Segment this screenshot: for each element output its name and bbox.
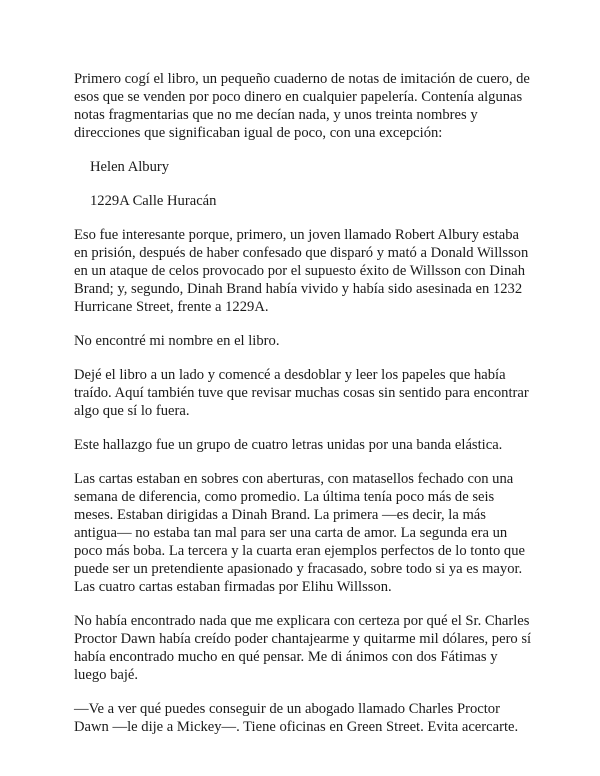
paragraph-5: Este hallazgo fue un grupo de cuatro letras unidas por una banda elástica.	[74, 437, 503, 453]
paragraph-6: Las cartas estaban en sobres con aberturas, con matasellos fechado con una semana de diferencia, como promedio. La última tenía poco más de seis meses. Estaban dirigidas a Dinah Brand. La primera —es decir, la más antigua— no estaba tan mal para ser una carta de amor. La segunda era un poco más boba. La tercera y la cuarta eran ejemplos perfectos de lo tonto que puede ser un pretendiente apasionado y fracasado, sobre todo si ya es mayor. Las cuatro cartas estaban firmadas por Elihu Willsson.	[74, 471, 525, 595]
paragraph-8: —Ve a ver qué puedes conseguir de un abogado llamado Charles Proctor Dawn —le dije a Mickey—. Tiene oficinas en Green Street. Evita acercarte.	[74, 701, 519, 735]
paragraph-1: Primero cogí el libro, un pequeño cuaderno de notas de imitación de cuero, de esos que se venden por poco dinero en cualquier papelería. Contenía algunas notas fragmentarias que no me decían nada, y unos treinta nombres y direcciones que significaban igual de poco, con una excepción:	[74, 71, 530, 141]
document-page	[74, 70, 532, 752]
paragraph-4: Dejé el libro a un lado y comencé a desdoblar y leer los papeles que había traído. Aquí también tuve que revisar muchas cosas sin sentido para encontrar algo que sí lo fuera.	[74, 367, 529, 419]
paragraph-7: No había encontrado nada que me explicara con certeza por qué el Sr. Charles Proctor Dawn había creído poder chantajearme y quitarme mil dólares, pero sí había encontrado mucho en qué pensar. Me di ánimos con dos Fátimas y luego bajé.	[74, 613, 532, 683]
address-entry: 1229A Calle Huracán	[90, 193, 217, 209]
paragraph-2: Eso fue interesante porque, primero, un joven llamado Robert Albury estaba en prisión, después de haber confesado que disparó y mató a Donald Willsson en un ataque de celos provocado por el supuesto éxito de Willsson con Dinah Brand; y, segundo, Dinah Brand había vivido y había sido asesinada en 1232 Hurricane Street, frente a 1229A.	[74, 227, 529, 315]
name-entry: Helen Albury	[90, 159, 170, 175]
paragraph-3: No encontré mi nombre en el libro.	[74, 333, 280, 349]
